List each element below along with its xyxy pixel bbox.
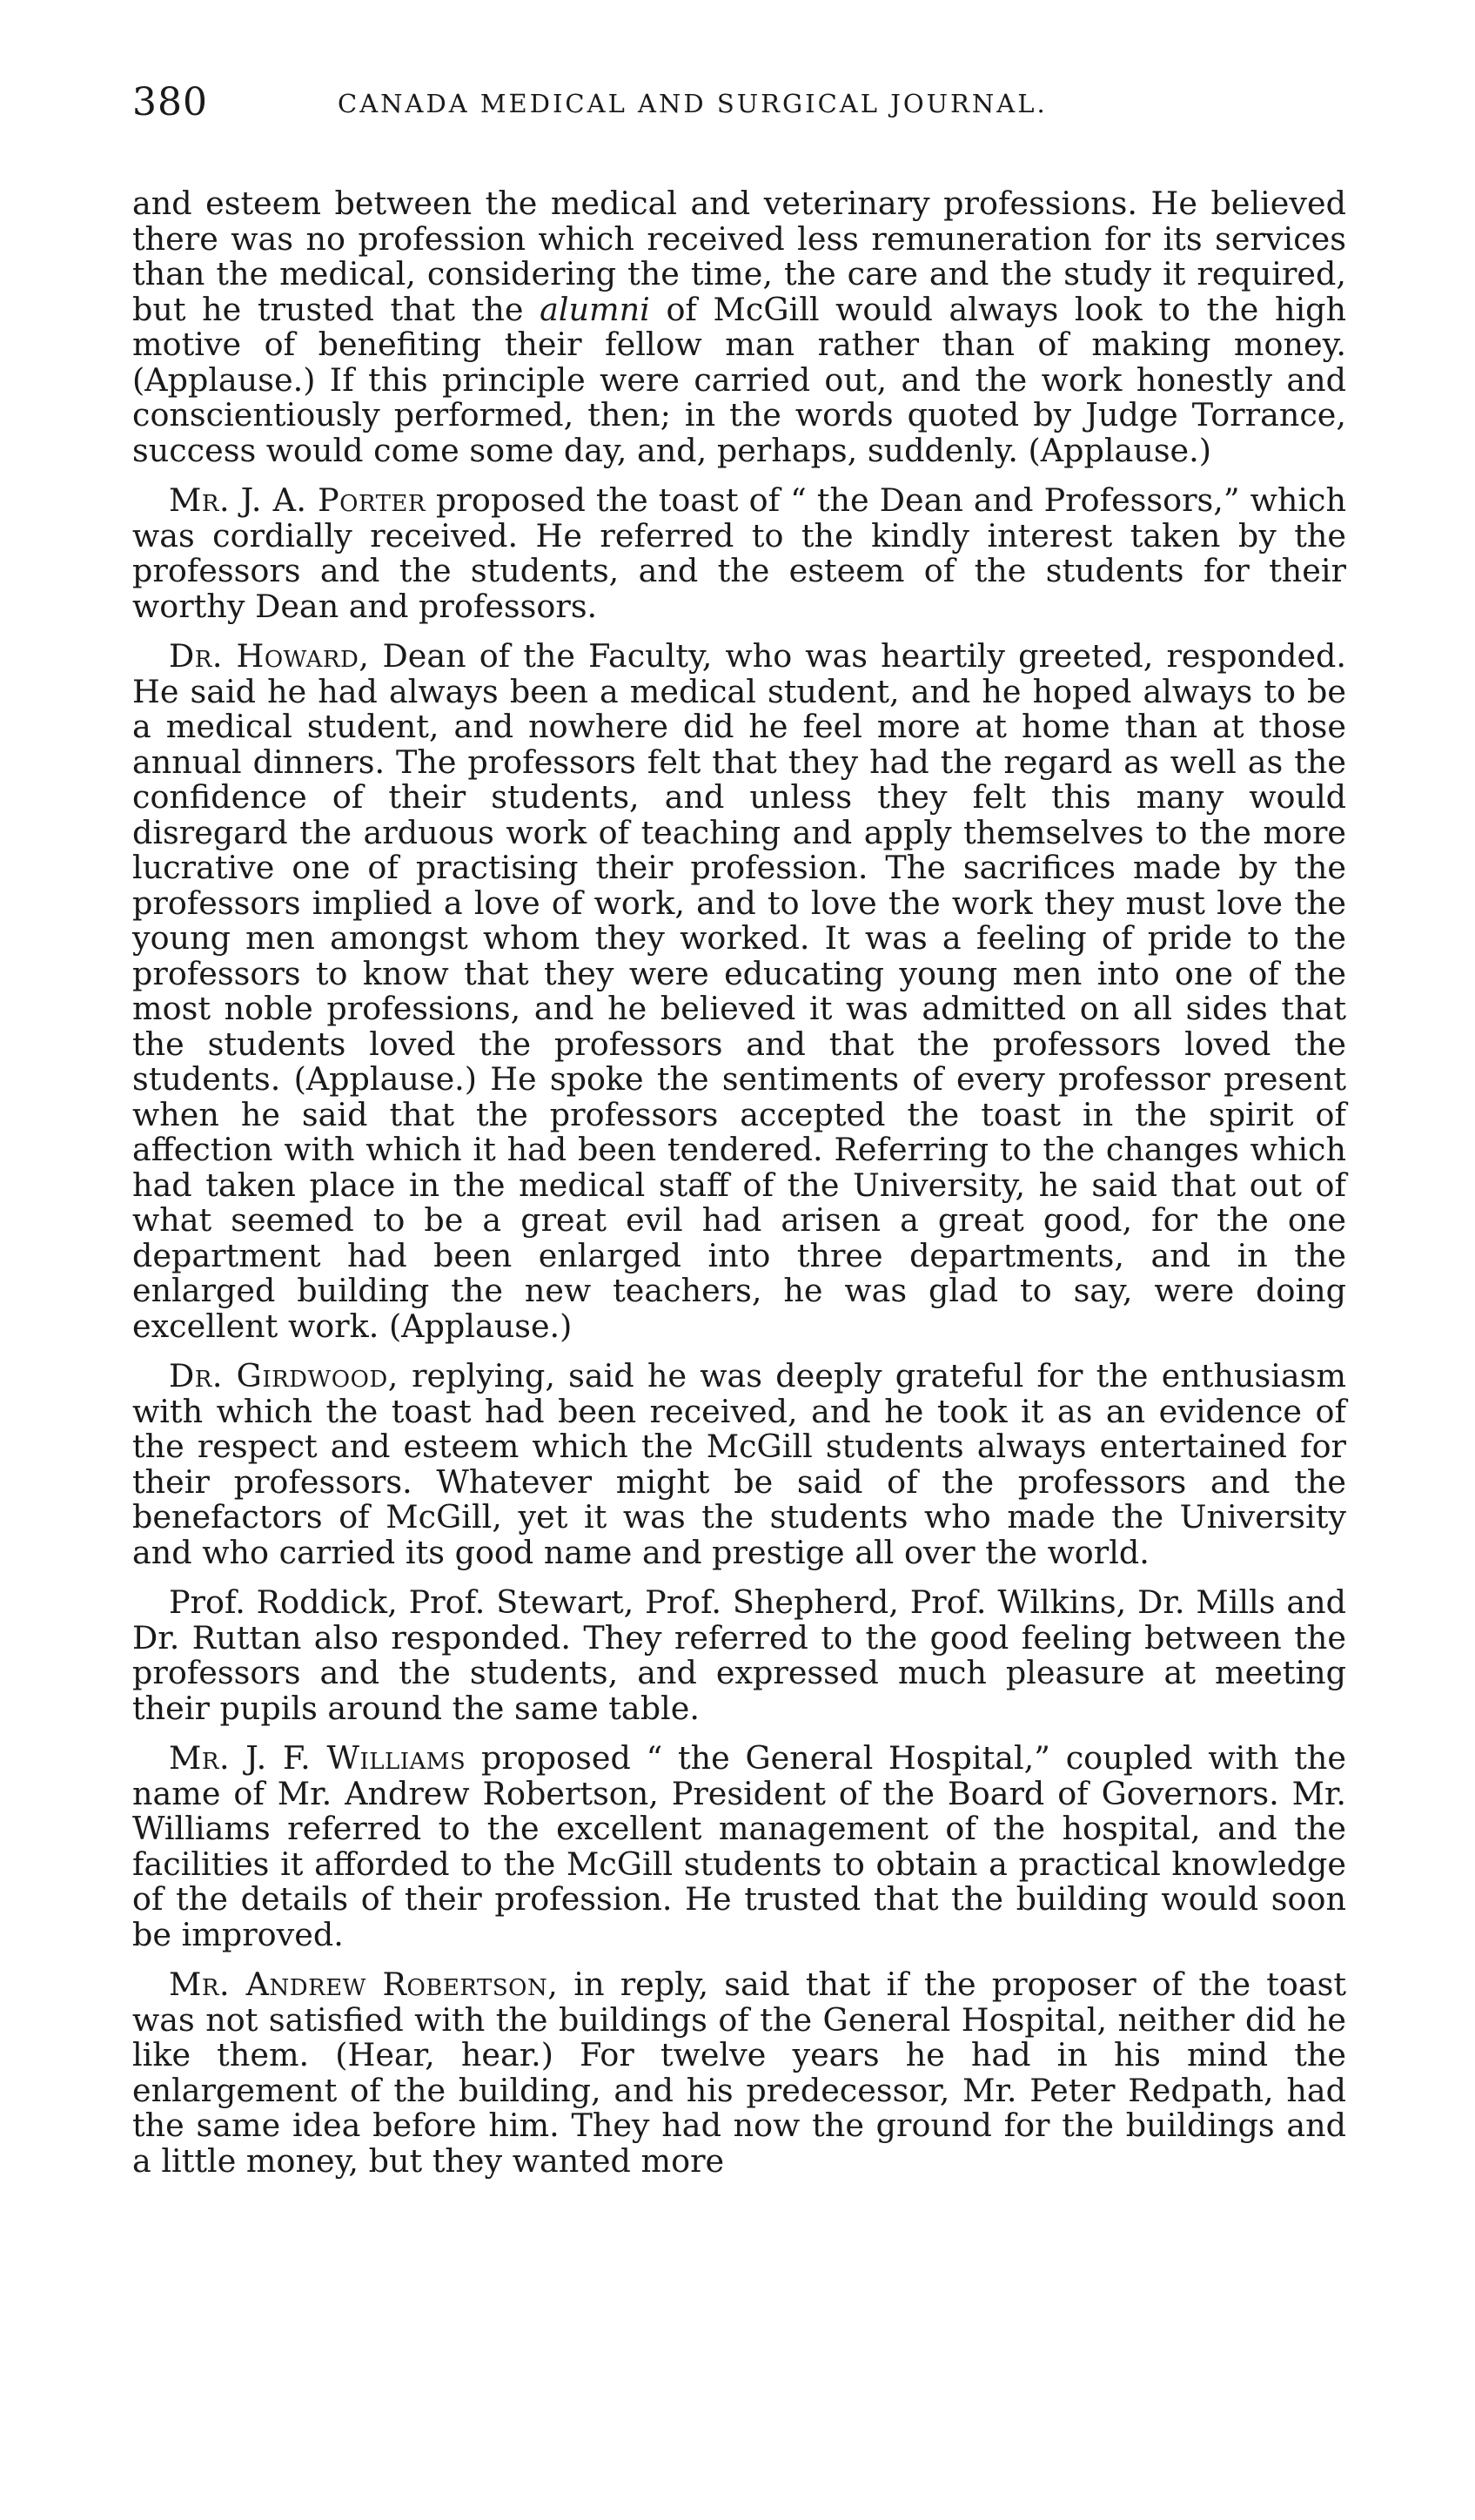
paragraph-text: of McGill would always look to the high motive of benefiting their fellow man rather than of making money. (Applause.) If this principle were carried out, and the work honestly and conscientiously performed, then; in the words quoted by Judge Torrance, success would come some day, and, perhaps, suddenly. (Applause.) [132,290,1346,469]
paragraph-text: replying, said he was deeply grateful for the enthusiasm with which the toast had been received, and he took it as an evidence of the respect and esteem which the McGill students always entertained for their professors. Whatever might be said of the professors and the benefactors of McGill, yet it was the students who made the University and who carried its good name and prestige all over the world. [132,1357,1346,1571]
journal-page [132,80,1346,2194]
paragraph-text: in reply, said that if the proposer of the toast was not satisfied with the buildings of the General Hospital, neither did he like them. (Hear, hear.) For twelve years he had in his mind the enlargement of the building, and his predecessor, Mr. Peter Redpath, had the same idea before him. They had now the ground for the buildings and a little money, but they wanted more [132,1966,1346,2180]
speaker-name: Dr. Girdwood, [169,1357,399,1394]
paragraph-text: Prof. Roddick, Prof. Stewart, Prof. Shepherd, Prof. Wilkins, Dr. Mills and Dr. Ruttan also responded. They referred to the good feeling between the professors and the students, and expressed much pleasure at meeting their pupils around the same table. [132,1583,1346,1727]
paragraph [132,1359,1346,1570]
speaker-name: Mr. J. A. Porter [169,481,426,519]
speaker-name: Dr. Howard, [169,637,370,675]
paragraph [132,186,1346,468]
paragraph [132,1967,1346,2179]
speaker-name: Mr. J. F. Williams [169,1739,466,1777]
speaker-name: Mr. Andrew Robertson, [169,1966,559,2003]
paragraph [132,1585,1346,1726]
paragraph-text: proposed the toast of “ the Dean and Professors,” which was cordially received. He referred to the kindly interest taken by the professors and the students, and the esteem of the students for their worthy Dean and professors. [132,481,1346,625]
paragraph-text-pre: and esteem between the medical and veterinary professions. He believed there was no profession which received less remuneration for its services than the medical, considering the time, the care and the study it required, but he trusted that the [132,185,1346,328]
running-title: CANADA MEDICAL AND SURGICAL JOURNAL. [338,89,1048,118]
paragraph-text: proposed “ the General Hospital,” coupled with the name of Mr. Andrew Robertson, President of the Board of Governors. Mr. Williams referred to the excellent management of the hospital, and the facilities it afforded to the McGill students to obtain a practical knowledge of the details of their profession. He trusted that the building would soon be improved. [132,1739,1346,1953]
page-number: 380 [132,80,208,124]
paragraph-text: Dean of the Faculty, who was heartily greeted, responded. He said he had always been a medical student, and he hoped always to be a medical student, and nowhere did he feel more at home than at those annual dinners. The professors felt that they had the regard as well as the confidence of their students, and unless they felt this many would disregard the arduous work of teaching and apply themselves to the more lucrative one of practising their profession. The sacrifices made by the professors implied a love of work, and to love the work they must love the young men amongst whom they worked. It was a feeling of pride to the professors to know that they were educating young men into one of the most noble professions, and he believed it was admitted on all sides that the students loved the professors and that the professors loved the students. (Applause.) He spoke the sentiments of every professor present when he said that the professors accepted the toast in the spirit of affection with which it had been tendered. Referring to the changes which had taken place in the medical staff of the University, he said that out of what seemed to be a great evil had arisen a great good, for the one department had been enlarged into three departments, and in the enlarged building the new teachers, he was glad to say, were doing excellent work. (Applause.) [132,637,1347,1345]
paragraph [132,483,1346,624]
page-header [132,80,1346,132]
paragraph [132,1741,1346,1952]
paragraph [132,639,1346,1344]
emphasized-word: alumni [540,290,650,328]
